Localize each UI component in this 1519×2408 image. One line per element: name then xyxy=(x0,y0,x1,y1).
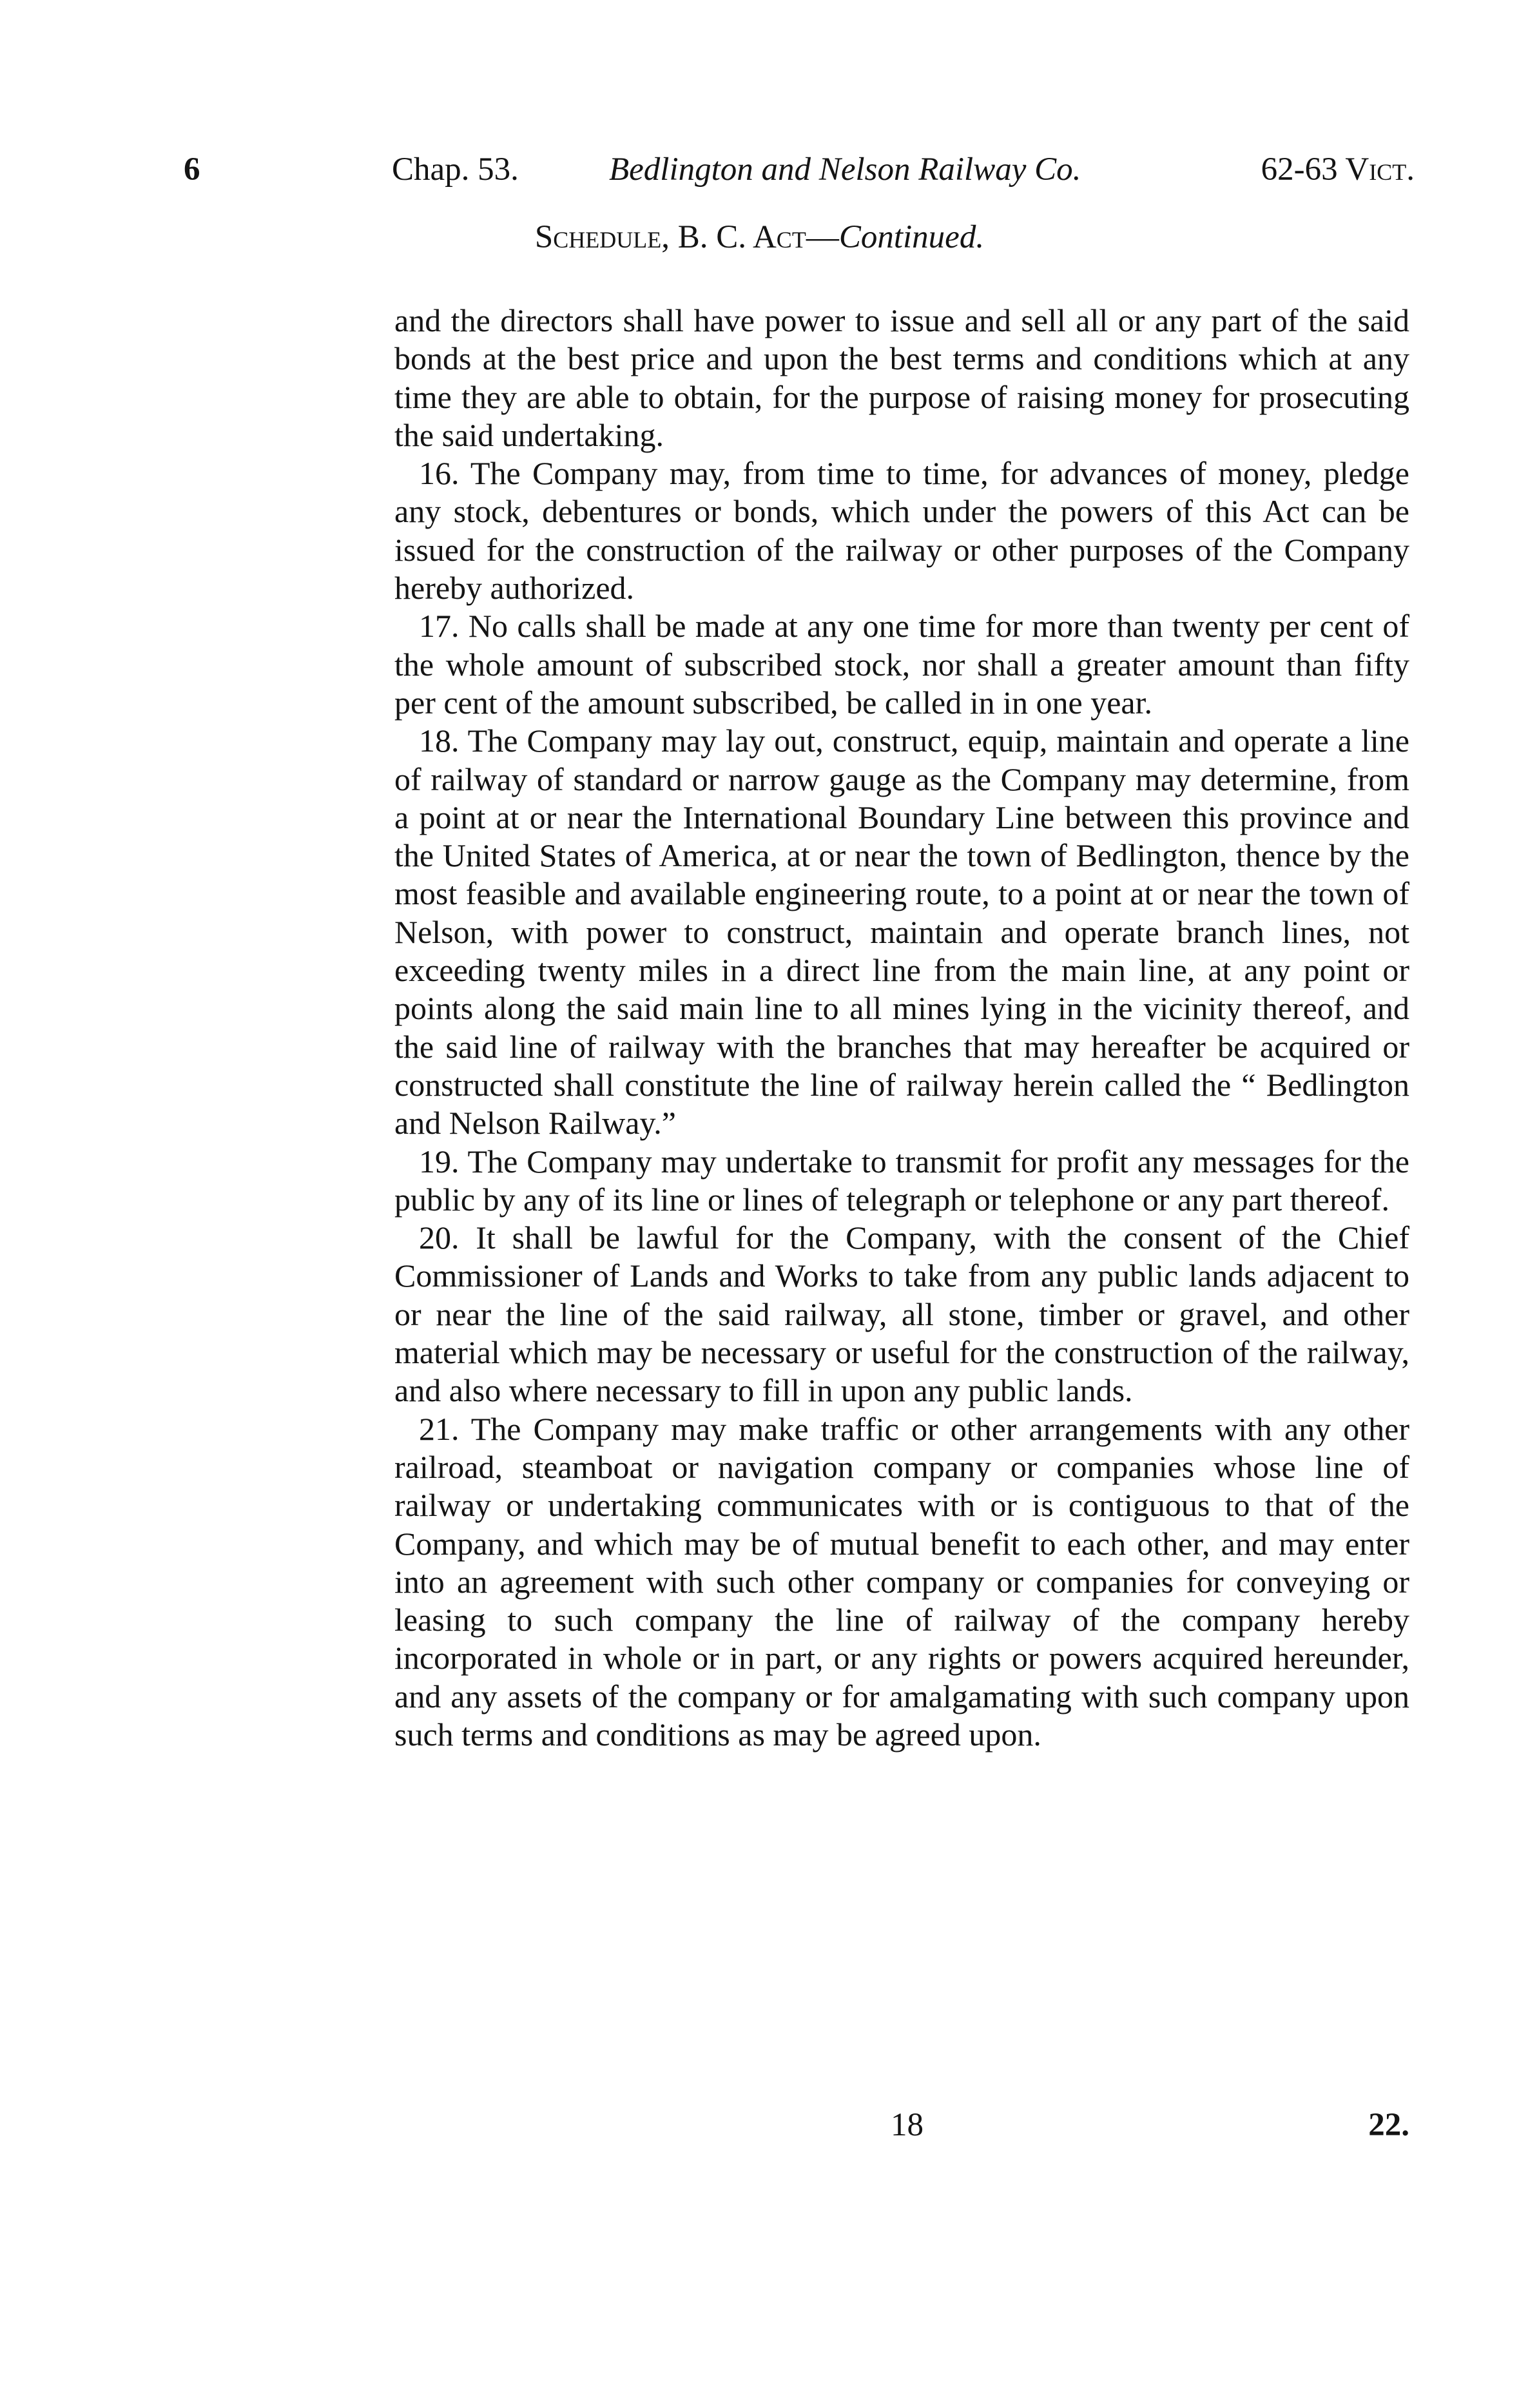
section-18: 18. The Company may lay out, construct, equip, maintain and operate a line of railway of standard or narrow gauge as the Company may determine, from a point at or near the International Boundary Line between this province and the United States of America, at or near the town of Bedlington, thence by the most feasible and available engineering route, to a point at or near the town of Nelson, with power to construct, maintain and operate branch lines, not exceeding twenty miles in a direct line from the main line, at any point or points along the said main line to all mines lying in the vicinity thereof, and the said line of railway with the branches that may hereafter be acquired or constructed shall constitute the line of railway herein called the “ Bedlington and Nelson Railway.” xyxy=(394,723,1409,1141)
schedule-heading xyxy=(0,215,1519,260)
schedule-label: Schedule, B. C. Act xyxy=(534,219,806,255)
running-head xyxy=(184,147,1415,192)
act-title: Bedlington and Nelson Railway Co. xyxy=(609,151,1081,188)
schedule-continued: Continued. xyxy=(838,219,985,255)
schedule-dash: — xyxy=(806,219,839,255)
paragraph-continuation: and the directors shall have power to issue and sell all or any part of the said bonds at the best price and upon the best terms and conditions which at any time they are able to obtain, for the purpose of raising money for prosecuting the said undertaking. xyxy=(394,302,1409,453)
page-footer xyxy=(394,2102,1409,2148)
sheet-number: 18 xyxy=(891,2107,924,2143)
bill-number: 22. xyxy=(1368,2107,1409,2143)
section-16: 16. The Company may, from time to time, for advances of money, pledge any stock, debentures or bonds, which under the powers of this Act can be issued for the construction of the railway or other purposes of the Company hereby authorized. xyxy=(394,455,1409,607)
page-number: 6 xyxy=(184,151,200,188)
section-17: 17. No calls shall be made at any one time for more than twenty per cent of the whole amount of subscribed stock, nor shall a greater amount than fifty per cent of the amount subscribed, be called in in one year. xyxy=(394,608,1409,721)
chapter-label: Chap. 53. xyxy=(392,151,519,188)
body-text xyxy=(394,302,1409,1754)
section-19: 19. The Company may undertake to transmit for profit any messages for the public by any of its line or lines of telegraph or telephone or any part thereof. xyxy=(394,1143,1409,1218)
section-21: 21. The Company may make traffic or other arrangements with any other railroad, steamboat or navigation company or companies whose line of railway or undertaking communicates with or is contiguous to that of the Company, and which may be of mutual benefit to each other, and may enter into an agreement with such other company or companies for conveying or leasing to such company the line of railway of the company hereby incorporated in whole or in part, or any rights or powers acquired hereunder, and any assets of the company or for amalgamating with such company upon such terms and conditions as may be agreed upon. xyxy=(394,1410,1409,1753)
section-20: 20. It shall be lawful for the Company, with the consent of the Chief Commissioner of Lands and Works to take from any public lands adjacent to or near the line of the said railway, all stone, timber or gravel, and other material which may be necessary or useful for the construction of the railway, and also where necessary to fill in upon any public lands. xyxy=(394,1219,1409,1409)
regnal-year: 62-63 Vict. xyxy=(1261,151,1415,188)
